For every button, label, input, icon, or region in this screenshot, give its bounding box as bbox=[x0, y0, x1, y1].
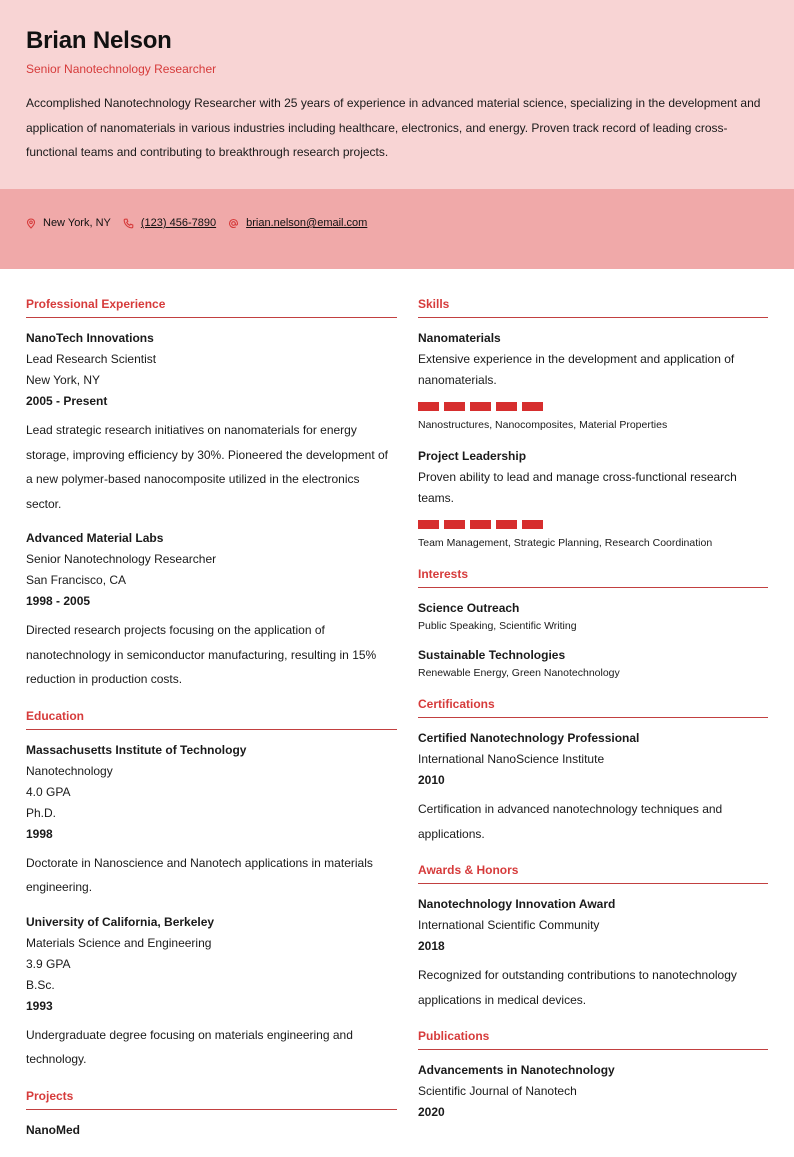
gpa: 4.0 GPA bbox=[26, 784, 71, 799]
publications-section bbox=[418, 1028, 768, 1123]
certification-issuer: International NanoScience Institute bbox=[418, 752, 605, 766]
skill-level-segment bbox=[470, 402, 491, 411]
contact-location bbox=[26, 215, 111, 231]
school-name: University of California, Berkeley bbox=[26, 914, 215, 929]
awards-section bbox=[418, 862, 768, 1012]
skill-level-segment bbox=[444, 402, 465, 411]
experience-entry bbox=[26, 528, 397, 692]
certification-year: 2010 bbox=[418, 773, 445, 787]
skill-keywords: Nanostructures, Nanocomposites, Material Properties bbox=[418, 419, 668, 431]
location-pin-icon bbox=[26, 218, 36, 229]
graduation-year: 1998 bbox=[26, 826, 53, 841]
job-role: Lead Research Scientist bbox=[26, 352, 157, 366]
contact-phone[interactable] bbox=[123, 215, 216, 231]
award-entry bbox=[418, 894, 768, 1012]
skill-level-segment bbox=[418, 402, 439, 411]
resume-header bbox=[0, 0, 794, 189]
section-title-interests: Interests bbox=[418, 566, 768, 588]
degree: Ph.D. bbox=[26, 805, 57, 820]
education-entry bbox=[26, 912, 397, 1072]
skill-level-segment bbox=[444, 520, 465, 529]
education-description: Doctorate in Nanoscience and Nanotech applications in materials engineering. bbox=[26, 855, 373, 894]
study-field: Materials Science and Engineering bbox=[26, 935, 212, 950]
skill-keywords: Team Management, Strategic Planning, Research Coordination bbox=[418, 537, 713, 549]
graduation-year: 1993 bbox=[26, 998, 53, 1013]
phone-icon bbox=[123, 218, 134, 229]
interest-entry bbox=[418, 645, 768, 680]
project-entry bbox=[26, 1120, 397, 1141]
job-location: New York, NY bbox=[26, 373, 101, 387]
location-text: New York, NY bbox=[43, 217, 111, 229]
skill-level-segment bbox=[496, 520, 517, 529]
phone-link[interactable]: (123) 456-7890 bbox=[140, 217, 217, 229]
publication-publisher: Scientific Journal of Nanotech bbox=[418, 1084, 577, 1098]
interest-keywords: Renewable Energy, Green Nanotechnology bbox=[418, 667, 620, 679]
section-title-projects: Projects bbox=[26, 1088, 397, 1110]
skill-level-segment bbox=[470, 520, 491, 529]
right-column bbox=[418, 296, 768, 1139]
email-link[interactable]: brian.nelson@email.com bbox=[246, 217, 368, 229]
publication-name: Advancements in Nanotechnology bbox=[418, 1063, 615, 1077]
award-description: Recognized for outstanding contributions to nanotechnology applications in medical devices. bbox=[418, 968, 737, 1007]
projects-section bbox=[26, 1088, 397, 1141]
skill-entry bbox=[418, 328, 768, 432]
gpa: 3.9 GPA bbox=[26, 956, 71, 971]
summary-text: Accomplished Nanotechnology Researcher with 25 years of experience in advanced material science, specializing in the development and application of nanomaterials in various industries including healthcare, electronics, and energy. Proven track record of leading cross-functional teams and contributing to breakthrough research projects. bbox=[26, 96, 761, 159]
job-dates: 2005 - Present bbox=[26, 394, 108, 408]
education-description: Undergraduate degree focusing on materials engineering and technology. bbox=[26, 1027, 353, 1066]
experience-section bbox=[26, 296, 397, 692]
school-name: Massachusetts Institute of Technology bbox=[26, 742, 247, 757]
publication-entry bbox=[418, 1060, 768, 1123]
company-name: NanoTech Innovations bbox=[26, 331, 154, 345]
section-title-experience: Professional Experience bbox=[26, 296, 397, 318]
section-title-publications: Publications bbox=[418, 1028, 768, 1050]
degree: B.Sc. bbox=[26, 977, 55, 992]
section-title-education: Education bbox=[26, 708, 397, 730]
skill-description: Extensive experience in the development and application of nanomaterials. bbox=[418, 352, 735, 387]
skill-entry bbox=[418, 446, 768, 550]
project-name: NanoMed bbox=[26, 1122, 80, 1137]
section-title-awards: Awards & Honors bbox=[418, 862, 768, 884]
certification-name: Certified Nanotechnology Professional bbox=[418, 731, 640, 745]
skill-level-segment bbox=[496, 402, 517, 411]
award-issuer: International Scientific Community bbox=[418, 918, 600, 932]
job-location: San Francisco, CA bbox=[26, 573, 127, 587]
job-dates: 1998 - 2005 bbox=[26, 594, 91, 608]
interest-entry bbox=[418, 598, 768, 633]
skill-level-segment bbox=[418, 520, 439, 529]
job-role: Senior Nanotechnology Researcher bbox=[26, 552, 217, 566]
contact-email[interactable] bbox=[228, 215, 367, 231]
skills-section bbox=[418, 296, 768, 550]
experience-entry bbox=[26, 328, 397, 516]
award-name: Nanotechnology Innovation Award bbox=[418, 897, 616, 911]
skill-level-segment bbox=[522, 520, 543, 529]
section-title-skills: Skills bbox=[418, 296, 768, 318]
award-year: 2018 bbox=[418, 939, 445, 953]
contact-bar bbox=[0, 189, 794, 269]
study-field: Nanotechnology bbox=[26, 763, 113, 778]
interests-section bbox=[418, 566, 768, 680]
interest-keywords: Public Speaking, Scientific Writing bbox=[418, 620, 577, 632]
publication-year: 2020 bbox=[418, 1105, 445, 1119]
left-column bbox=[26, 296, 397, 1157]
certification-description: Certification in advanced nanotechnology techniques and applications. bbox=[418, 802, 723, 841]
skill-description: Proven ability to lead and manage cross-functional research teams. bbox=[418, 470, 737, 505]
certification-entry bbox=[418, 728, 768, 846]
skill-level-bar bbox=[418, 402, 768, 411]
education-section bbox=[26, 708, 397, 1072]
skill-name: Project Leadership bbox=[418, 449, 527, 463]
at-sign-icon bbox=[228, 218, 239, 229]
skill-name: Nanomaterials bbox=[418, 331, 501, 345]
candidate-title: Senior Nanotechnology Researcher bbox=[26, 62, 217, 76]
interest-name: Sustainable Technologies bbox=[418, 648, 566, 662]
candidate-name: Brian Nelson bbox=[26, 27, 172, 54]
certifications-section bbox=[418, 696, 768, 846]
job-description: Lead strategic research initiatives on nanomaterials for energy storage, improving efficiency by 30%. Pioneered the development of a new polymer-based nanocomposite utilized in the electronics sector. bbox=[26, 423, 388, 511]
education-entry bbox=[26, 740, 397, 900]
section-title-certifications: Certifications bbox=[418, 696, 768, 718]
skill-level-bar bbox=[418, 520, 768, 529]
job-description: Directed research projects focusing on the application of nanotechnology in semiconductor manufacturing, resulting in 15% reduction in production costs. bbox=[26, 623, 377, 686]
skill-level-segment bbox=[522, 402, 543, 411]
company-name: Advanced Material Labs bbox=[26, 531, 164, 545]
interest-name: Science Outreach bbox=[418, 601, 520, 615]
